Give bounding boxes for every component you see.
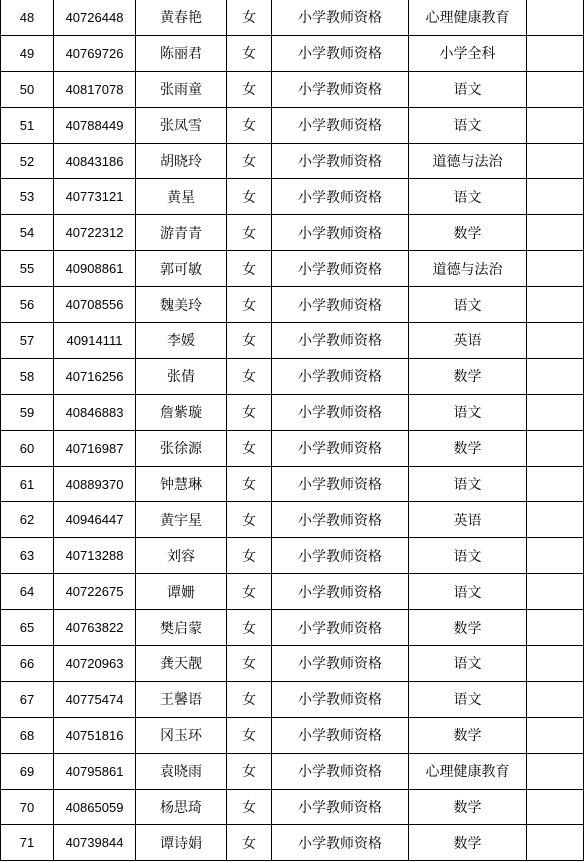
- cell-gender: 女: [227, 394, 272, 430]
- table-row: [1, 107, 584, 143]
- cell-serial-number: 65: [1, 610, 54, 646]
- cell-candidate-id: 40713288: [54, 538, 136, 574]
- cell-serial-number: 48: [1, 0, 54, 35]
- cell-candidate-id: 40889370: [54, 466, 136, 502]
- cell-qualification: 小学教师资格: [272, 287, 409, 323]
- cell-gender: 女: [227, 574, 272, 610]
- cell-serial-number: 67: [1, 681, 54, 717]
- cell-subject: 语文: [409, 538, 527, 574]
- cell-candidate-id: 40720963: [54, 646, 136, 682]
- table-row: [1, 538, 584, 574]
- cell-serial-number: 63: [1, 538, 54, 574]
- cell-serial-number: 70: [1, 789, 54, 825]
- cell-serial-number: 58: [1, 358, 54, 394]
- cell-subject: 语文: [409, 287, 527, 323]
- cell-qualification: 小学教师资格: [272, 753, 409, 789]
- table-row: [1, 358, 584, 394]
- cell-candidate-id: 40908861: [54, 251, 136, 287]
- cell-note: [527, 610, 584, 646]
- cell-note: [527, 753, 584, 789]
- cell-name: 黄春艳: [136, 0, 227, 35]
- cell-candidate-id: 40775474: [54, 681, 136, 717]
- cell-name: 詹紫璇: [136, 394, 227, 430]
- cell-serial-number: 62: [1, 502, 54, 538]
- cell-qualification: 小学教师资格: [272, 251, 409, 287]
- table-row: [1, 466, 584, 502]
- table-row: [1, 179, 584, 215]
- cell-subject: 数学: [409, 610, 527, 646]
- cell-qualification: 小学教师资格: [272, 789, 409, 825]
- table-body: [1, 0, 584, 861]
- cell-name: 龚天靓: [136, 646, 227, 682]
- table-row: [1, 35, 584, 71]
- cell-gender: 女: [227, 466, 272, 502]
- cell-name: 胡晓玲: [136, 143, 227, 179]
- cell-qualification: 小学教师资格: [272, 466, 409, 502]
- cell-name: 樊启蒙: [136, 610, 227, 646]
- cell-candidate-id: 40726448: [54, 0, 136, 35]
- cell-subject: 数学: [409, 215, 527, 251]
- cell-serial-number: 53: [1, 179, 54, 215]
- cell-note: [527, 394, 584, 430]
- cell-gender: 女: [227, 538, 272, 574]
- cell-qualification: 小学教师资格: [272, 107, 409, 143]
- cell-candidate-id: 40716987: [54, 430, 136, 466]
- cell-qualification: 小学教师资格: [272, 646, 409, 682]
- cell-candidate-id: 40769726: [54, 35, 136, 71]
- cell-name: 张雨童: [136, 71, 227, 107]
- cell-note: [527, 251, 584, 287]
- cell-note: [527, 681, 584, 717]
- cell-name: 杨思琦: [136, 789, 227, 825]
- cell-serial-number: 51: [1, 107, 54, 143]
- cell-note: [527, 466, 584, 502]
- table-row: [1, 394, 584, 430]
- cell-subject: 数学: [409, 717, 527, 753]
- cell-gender: 女: [227, 825, 272, 861]
- cell-note: [527, 287, 584, 323]
- cell-note: [527, 71, 584, 107]
- cell-candidate-id: 40722312: [54, 215, 136, 251]
- cell-candidate-id: 40788449: [54, 107, 136, 143]
- cell-gender: 女: [227, 71, 272, 107]
- cell-gender: 女: [227, 646, 272, 682]
- cell-name: 郭可敏: [136, 251, 227, 287]
- cell-name: 冈玉环: [136, 717, 227, 753]
- cell-serial-number: 61: [1, 466, 54, 502]
- cell-gender: 女: [227, 610, 272, 646]
- table-row: [1, 251, 584, 287]
- cell-serial-number: 71: [1, 825, 54, 861]
- cell-name: 张徐源: [136, 430, 227, 466]
- cell-qualification: 小学教师资格: [272, 71, 409, 107]
- cell-note: [527, 646, 584, 682]
- cell-name: 刘容: [136, 538, 227, 574]
- cell-qualification: 小学教师资格: [272, 394, 409, 430]
- table-row: [1, 0, 584, 35]
- cell-note: [527, 789, 584, 825]
- cell-name: 钟慧琳: [136, 466, 227, 502]
- cell-qualification: 小学教师资格: [272, 681, 409, 717]
- table-row: [1, 717, 584, 753]
- cell-note: [527, 825, 584, 861]
- cell-qualification: 小学教师资格: [272, 610, 409, 646]
- cell-subject: 道德与法治: [409, 143, 527, 179]
- cell-note: [527, 430, 584, 466]
- cell-serial-number: 66: [1, 646, 54, 682]
- cell-serial-number: 50: [1, 71, 54, 107]
- table-row: [1, 789, 584, 825]
- cell-candidate-id: 40843186: [54, 143, 136, 179]
- cell-subject: 语文: [409, 71, 527, 107]
- cell-note: [527, 717, 584, 753]
- cell-name: 王馨语: [136, 681, 227, 717]
- cell-note: [527, 0, 584, 35]
- cell-gender: 女: [227, 323, 272, 359]
- cell-gender: 女: [227, 717, 272, 753]
- table-row: [1, 646, 584, 682]
- cell-note: [527, 574, 584, 610]
- cell-qualification: 小学教师资格: [272, 143, 409, 179]
- cell-subject: 数学: [409, 430, 527, 466]
- cell-candidate-id: 40946447: [54, 502, 136, 538]
- table-row: [1, 610, 584, 646]
- cell-note: [527, 502, 584, 538]
- cell-qualification: 小学教师资格: [272, 215, 409, 251]
- cell-gender: 女: [227, 0, 272, 35]
- cell-qualification: 小学教师资格: [272, 502, 409, 538]
- cell-candidate-id: 40817078: [54, 71, 136, 107]
- cell-note: [527, 358, 584, 394]
- cell-subject: 语文: [409, 646, 527, 682]
- cell-name: 谭诗娟: [136, 825, 227, 861]
- cell-candidate-id: 40722675: [54, 574, 136, 610]
- cell-name: 黄星: [136, 179, 227, 215]
- cell-subject: 数学: [409, 825, 527, 861]
- cell-name: 游青青: [136, 215, 227, 251]
- cell-gender: 女: [227, 251, 272, 287]
- cell-subject: 语文: [409, 466, 527, 502]
- cell-qualification: 小学教师资格: [272, 323, 409, 359]
- table-row: [1, 323, 584, 359]
- cell-gender: 女: [227, 753, 272, 789]
- cell-subject: 英语: [409, 502, 527, 538]
- cell-note: [527, 323, 584, 359]
- cell-gender: 女: [227, 681, 272, 717]
- cell-name: 袁晓雨: [136, 753, 227, 789]
- table-row: [1, 215, 584, 251]
- cell-gender: 女: [227, 358, 272, 394]
- cell-qualification: 小学教师资格: [272, 35, 409, 71]
- cell-name: 张凤雪: [136, 107, 227, 143]
- cell-serial-number: 59: [1, 394, 54, 430]
- cell-note: [527, 215, 584, 251]
- cell-gender: 女: [227, 430, 272, 466]
- cell-qualification: 小学教师资格: [272, 179, 409, 215]
- cell-note: [527, 143, 584, 179]
- cell-serial-number: 69: [1, 753, 54, 789]
- cell-name: 张倩: [136, 358, 227, 394]
- cell-candidate-id: 40773121: [54, 179, 136, 215]
- cell-subject: 道德与法治: [409, 251, 527, 287]
- table-row: [1, 681, 584, 717]
- table-row: [1, 143, 584, 179]
- cell-gender: 女: [227, 287, 272, 323]
- cell-candidate-id: 40708556: [54, 287, 136, 323]
- cell-serial-number: 68: [1, 717, 54, 753]
- cell-subject: 语文: [409, 107, 527, 143]
- cell-serial-number: 64: [1, 574, 54, 610]
- cell-subject: 数学: [409, 358, 527, 394]
- table-row: [1, 574, 584, 610]
- cell-subject: 语文: [409, 394, 527, 430]
- cell-gender: 女: [227, 789, 272, 825]
- cell-subject: 语文: [409, 574, 527, 610]
- cell-note: [527, 107, 584, 143]
- cell-qualification: 小学教师资格: [272, 574, 409, 610]
- cell-gender: 女: [227, 179, 272, 215]
- cell-serial-number: 56: [1, 287, 54, 323]
- table-row: [1, 502, 584, 538]
- cell-qualification: 小学教师资格: [272, 0, 409, 35]
- cell-name: 陈丽君: [136, 35, 227, 71]
- cell-qualification: 小学教师资格: [272, 538, 409, 574]
- cell-serial-number: 57: [1, 323, 54, 359]
- cell-note: [527, 538, 584, 574]
- cell-candidate-id: 40914111: [54, 323, 136, 359]
- cell-serial-number: 52: [1, 143, 54, 179]
- cell-note: [527, 35, 584, 71]
- cell-serial-number: 55: [1, 251, 54, 287]
- cell-note: [527, 179, 584, 215]
- cell-qualification: 小学教师资格: [272, 358, 409, 394]
- cell-subject: 心理健康教育: [409, 0, 527, 35]
- cell-subject: 语文: [409, 179, 527, 215]
- cell-subject: 小学全科: [409, 35, 527, 71]
- table-row: [1, 430, 584, 466]
- cell-subject: 英语: [409, 323, 527, 359]
- table-row: [1, 753, 584, 789]
- cell-candidate-id: 40865059: [54, 789, 136, 825]
- cell-candidate-id: 40739844: [54, 825, 136, 861]
- cell-serial-number: 54: [1, 215, 54, 251]
- cell-gender: 女: [227, 107, 272, 143]
- cell-candidate-id: 40763822: [54, 610, 136, 646]
- table-row: [1, 71, 584, 107]
- cell-gender: 女: [227, 502, 272, 538]
- cell-subject: 心理健康教育: [409, 753, 527, 789]
- cell-gender: 女: [227, 143, 272, 179]
- cell-candidate-id: 40751816: [54, 717, 136, 753]
- cell-subject: 数学: [409, 789, 527, 825]
- cell-subject: 语文: [409, 681, 527, 717]
- cell-name: 李媛: [136, 323, 227, 359]
- cell-name: 谭姗: [136, 574, 227, 610]
- cell-serial-number: 60: [1, 430, 54, 466]
- cell-name: 黄宇星: [136, 502, 227, 538]
- cell-candidate-id: 40846883: [54, 394, 136, 430]
- cell-qualification: 小学教师资格: [272, 430, 409, 466]
- cell-gender: 女: [227, 215, 272, 251]
- cell-candidate-id: 40716256: [54, 358, 136, 394]
- cell-gender: 女: [227, 35, 272, 71]
- table-row: [1, 825, 584, 861]
- cell-serial-number: 49: [1, 35, 54, 71]
- cell-candidate-id: 40795861: [54, 753, 136, 789]
- table-row: [1, 287, 584, 323]
- cell-qualification: 小学教师资格: [272, 717, 409, 753]
- cell-name: 魏美玲: [136, 287, 227, 323]
- cell-qualification: 小学教师资格: [272, 825, 409, 861]
